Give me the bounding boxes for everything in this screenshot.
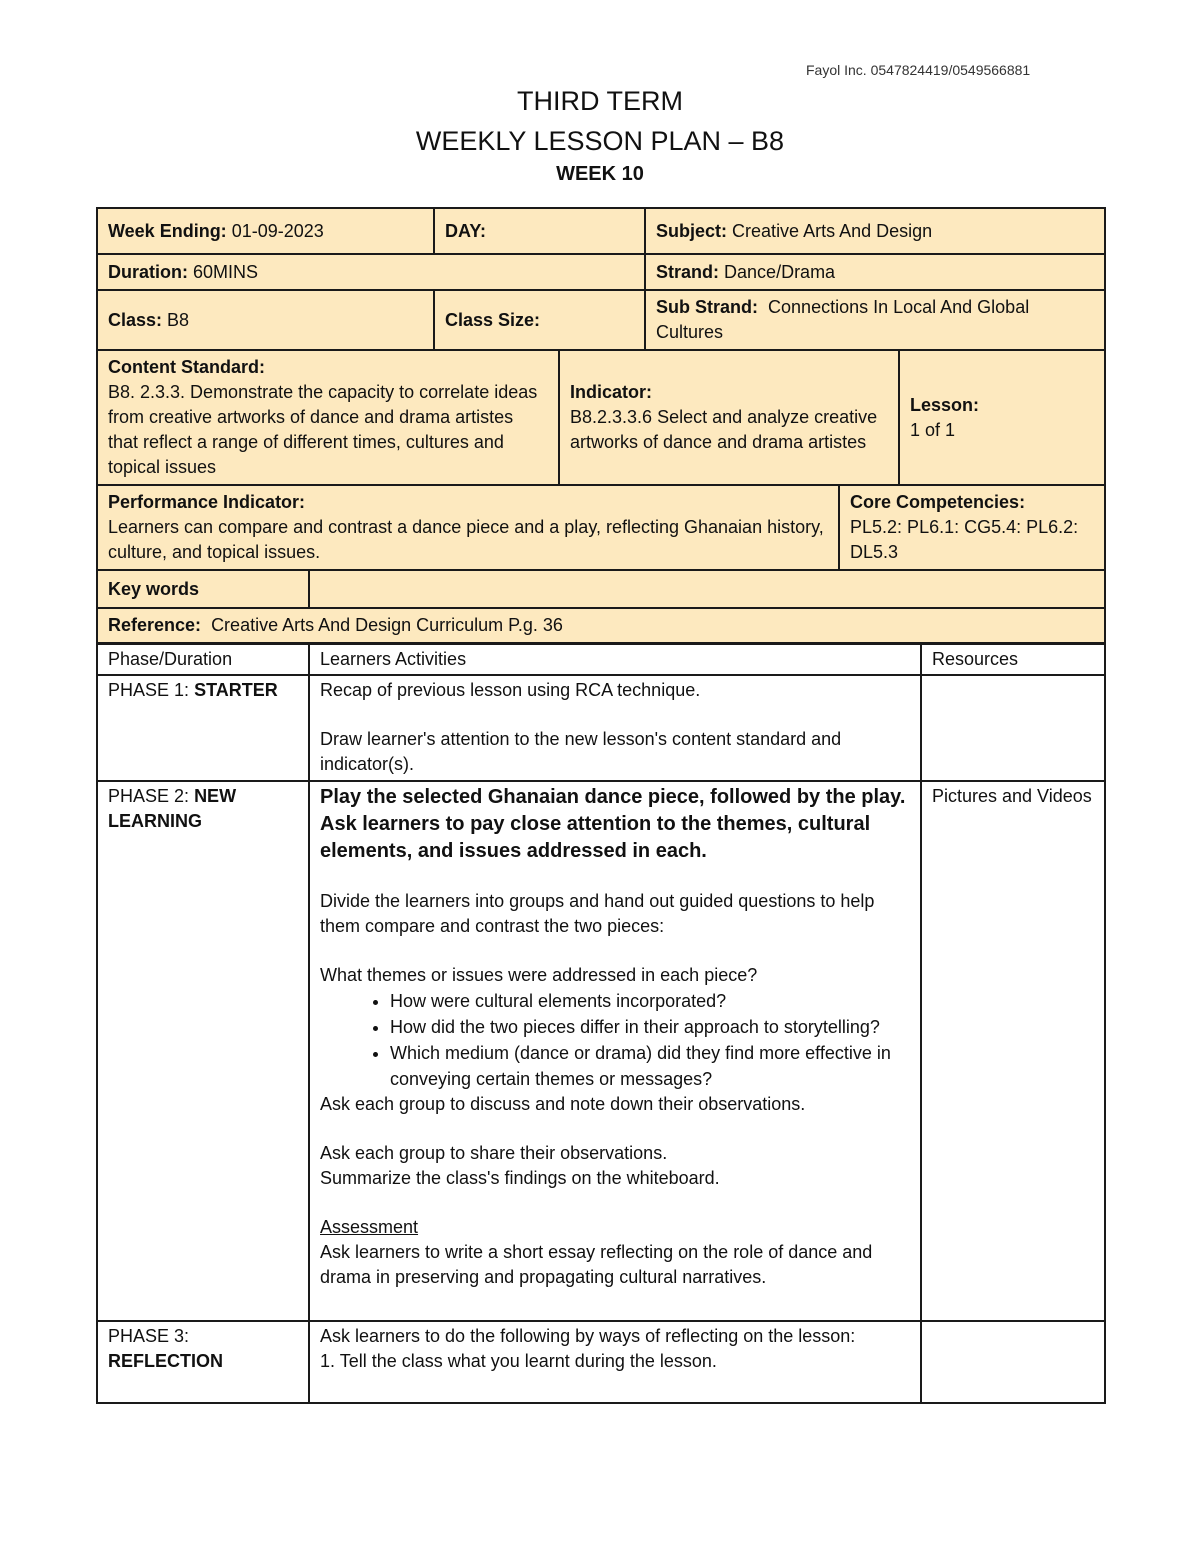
core-competencies-cell [839, 485, 1105, 570]
performance-value: Learners can compare and contrast a dance piece and a play, reflecting Ghanaian history, culture, and topical issues. [108, 517, 824, 562]
keywords-label-cell [97, 570, 309, 608]
reference-value: Creative Arts And Design Curriculum P.g. 36 [211, 615, 563, 635]
subject-cell [645, 208, 1105, 254]
header-activities: Learners Activities [309, 644, 921, 675]
phase1-cell [97, 675, 309, 781]
sub-strand-value: Connections In Local And Global Cultures [656, 297, 1030, 342]
indicator-value: B8.2.3.3.6 Select and analyze creative artworks of dance and drama artistes [570, 407, 878, 452]
plan-title: WEEKLY LESSON PLAN – B8 [415, 126, 785, 156]
lesson-info-table [96, 207, 1106, 644]
phase2-cell [97, 781, 309, 1321]
phase3-activity-1: Ask learners to do the following by ways of reflecting on the lesson: [320, 1326, 856, 1346]
phase2-divide: Divide the learners into groups and hand out guided questions to help them compare and contrast the two pieces: [320, 891, 875, 936]
phase3-activities [309, 1321, 921, 1403]
class-cell [97, 290, 434, 350]
duration-value: 60MINS [193, 261, 259, 282]
core-competencies-label: Core Competencies: [850, 492, 1026, 512]
indicator-cell [559, 350, 899, 485]
phase2-intro: Play the selected Ghanaian dance piece, followed by the play. Ask learners to pay close attention to the themes, cultural elements, and issues addressed in each. [320, 786, 906, 862]
lesson-value: 1 of 1 [910, 419, 956, 440]
content-standard-label: Content Standard: [108, 357, 265, 377]
phase2-share: Ask each group to share their observations. [320, 1143, 668, 1163]
duration-label: Duration: [108, 261, 188, 282]
phase2-activities [309, 781, 921, 1321]
day-label: DAY: [445, 220, 487, 241]
phase2-question-lead: What themes or issues were addressed in each piece? [320, 965, 758, 985]
question-item: • Which medium (dance or drama) did they find more effective in conveying certain themes or messages? [390, 1040, 910, 1092]
phase3-cell [97, 1321, 309, 1403]
content-standard-value: B8. 2.3.3. Demonstrate the capacity to correlate ideas from creative artworks of dance and drama artistes that reflect a range of different times, cultures and topical issues [108, 382, 538, 477]
plan-header-row [97, 644, 1105, 675]
strand-value: Dance/Drama [724, 261, 836, 282]
performance-cell [97, 485, 839, 570]
phase3-name: REFLECTION [108, 1351, 223, 1371]
question-item: • How were cultural elements incorporated? [390, 988, 910, 1014]
phase1-resources [921, 675, 1105, 781]
phase1-activities [309, 675, 921, 781]
assessment-heading: Assessment [320, 1217, 419, 1237]
phase3-resources [921, 1321, 1105, 1403]
phase1-name: STARTER [194, 680, 278, 700]
reference-cell [97, 608, 1105, 643]
week-ending-value: 01-09-2023 [231, 220, 324, 241]
phase1-activity-2: Draw learner's attention to the new lesson's content standard and indicator(s). [320, 729, 842, 774]
reference-label: Reference: [108, 615, 202, 635]
phase1-prefix: PHASE 1: [108, 680, 190, 700]
duration-cell [97, 254, 645, 290]
class-size-label: Class Size: [445, 309, 541, 330]
phase2-question-list [320, 988, 910, 1092]
phase2-name: NEW LEARNING [108, 786, 237, 831]
question-item: • How did the two pieces differ in their approach to storytelling? [390, 1014, 910, 1040]
week-title: WEEK 10 [556, 163, 644, 185]
lesson-phases-table [96, 643, 1106, 1404]
term-title: THIRD TERM [517, 86, 683, 116]
header-resources: Resources [921, 644, 1105, 675]
class-label: Class: [108, 309, 163, 330]
strand-label: Strand: [656, 261, 720, 282]
core-competencies-value: PL5.2: PL6.1: CG5.4: PL6.2: DL5.3 [850, 517, 1079, 562]
subject-value: Creative Arts And Design [732, 220, 933, 241]
keywords-label: Key words [108, 578, 200, 599]
phase2-discuss: Ask each group to discuss and note down their observations. [320, 1094, 806, 1114]
performance-label: Performance Indicator: [108, 492, 306, 512]
sub-strand-cell [645, 290, 1105, 350]
lesson-label: Lesson: [910, 394, 980, 415]
phase2-summarize: Summarize the class's findings on the whiteboard. [320, 1168, 720, 1188]
header-phase: Phase/Duration [97, 644, 309, 675]
week-ending-label: Week Ending: [108, 220, 227, 241]
class-value: B8 [167, 309, 190, 330]
class-size-cell [434, 290, 645, 350]
indicator-label: Indicator: [570, 382, 653, 402]
subject-label: Subject: [656, 220, 728, 241]
sub-strand-label: Sub Strand: [656, 297, 759, 317]
contact-note: Fayol Inc. 0547824419/0549566881 [806, 62, 1031, 78]
phase2-row [97, 781, 1105, 1321]
phase2-prefix: PHASE 2: [108, 786, 190, 806]
day-cell [434, 208, 645, 254]
week-ending-cell [97, 208, 434, 254]
keywords-value-cell [309, 570, 1105, 608]
phase1-row [97, 675, 1105, 781]
content-standard-cell [97, 350, 559, 485]
phase3-prefix: PHASE 3: [108, 1326, 190, 1346]
phase2-resources: Pictures and Videos [921, 781, 1105, 1321]
phase3-row [97, 1321, 1105, 1403]
phase1-activity-1: Recap of previous lesson using RCA technique. [320, 680, 701, 700]
strand-cell [645, 254, 1105, 290]
phase3-activity-2: 1. Tell the class what you learnt during the lesson. [320, 1351, 717, 1371]
assessment-text: Ask learners to write a short essay reflecting on the role of dance and drama in preserving and propagating cultural narratives. [320, 1242, 873, 1287]
lesson-cell [899, 350, 1105, 485]
